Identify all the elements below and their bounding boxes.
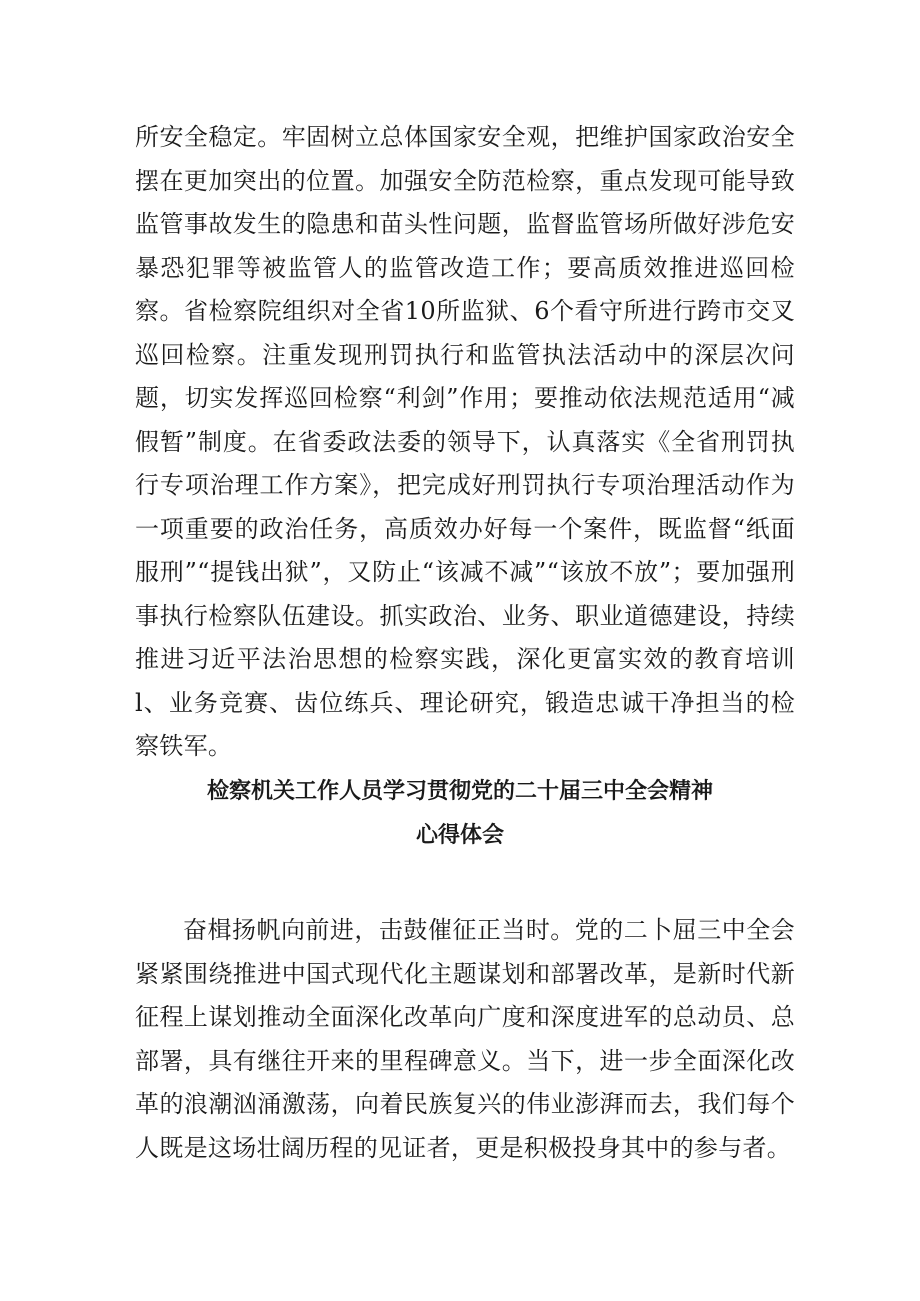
- body-paragraph-continued: 所安全稳定。牢固树立总体国家安全观，把维护国家政治安全摆在更加突出的位置。加强安全防范检察，重点发现可能导致监管事故发生的隐患和苗头性问题，监督监管场所做好涉危安暴恐犯罪等被监管人的监管改造工作；要高质效推进巡回检察。省检察院组织对全省10所监狱、6个看守所进行跨市交叉巡回检察。注重发现刑罚执行和监管执法活动中的深层次问题，切实发挥巡回检察“利剑”作用；要推动依法规范适用“减假暂”制度。在省委政法委的领导下，认真落实《全省刑罚执行专项治理工作方案》，把完成好刑罚执行专项治理活动作为一项重要的政治任务，高质效办好每一个案件，既监督“纸面服刑”“提钱出狱”，又防止“该减不减”“该放不放”；要加强刑事执行检察队伍建设。抓实政治、业务、职业道德建设，持续推进习近平法治思想的检察实践，深化更富实效的教育培训l、业务竞赛、齿位练兵、理论研究，锻造忠诚干净担当的检察铁军。: [135, 123, 795, 760]
- section-title-line-2: 心得体会: [415, 823, 504, 848]
- section-title-line-1: 检察机关工作人员学习贯彻党的二十届三中全会精神: [206, 779, 713, 804]
- body-paragraph-intro: 奋楫扬帆向前进，击鼓催征正当时。党的二卜屈三中全会紧紧围绕推进中国式现代化主题谋划和部署改革，是新时代新征程上谋划推动全面深化改革向广度和深度进军的总动员、总部署，具有继往开来的里程碑意义。当下，进一步全面深化改革的浪潮汹涌激荡，向着民族复兴的伟业澎湃而去，我们每个人既是这场壮阔历程的见证者，更是积极投身其中的参与者。: [135, 916, 795, 1162]
